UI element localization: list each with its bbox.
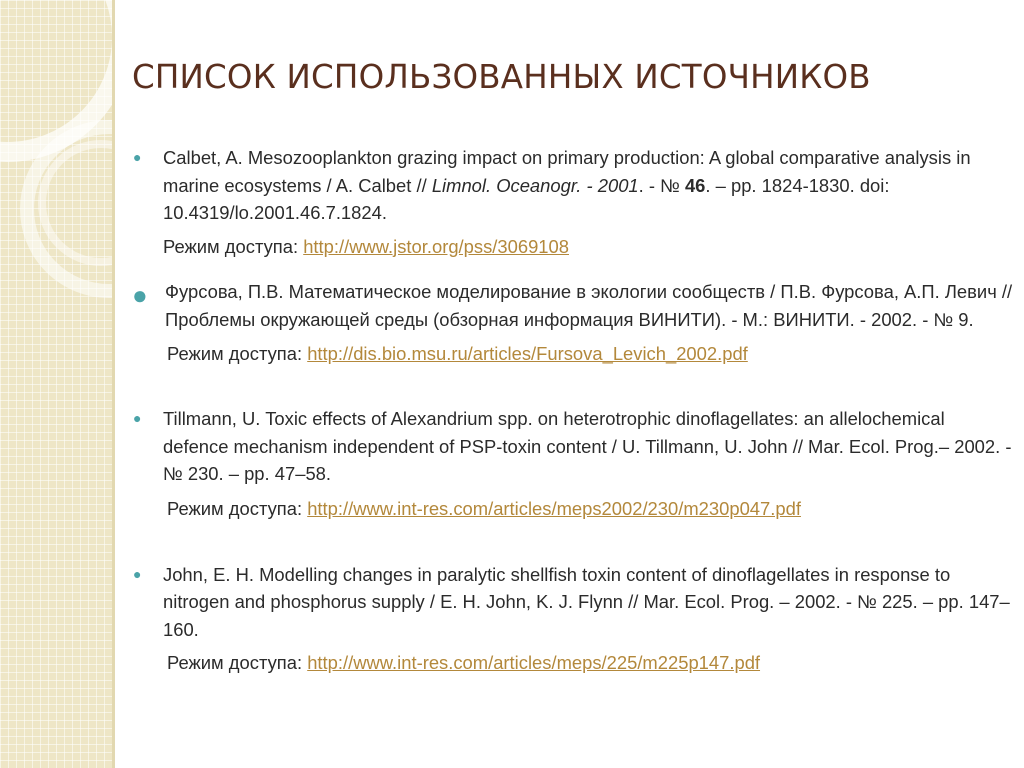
reference-text: Фурсова, П.В. Математическое моделирование в экологии сообществ / П.В. Фурсова, А.П. Левич // Проблемы окружающей среды (обзорная информация ВИНИТИ). - М.: ВИНИТИ. - 2002. - № 9. xyxy=(165,281,1013,330)
access-label: Режим доступа: xyxy=(167,497,308,519)
access-line xyxy=(163,233,1015,261)
reference-text-part: . - № xyxy=(638,174,685,196)
bullet-dot-icon: ● xyxy=(133,565,142,582)
decorative-side-band xyxy=(0,0,112,768)
page-title: СПИСОК ИСПОЛЬЗОВАННЫХ ИСТОЧНИКОВ xyxy=(132,58,871,96)
reference-list xyxy=(132,144,1015,677)
reference-link[interactable]: http://www.jstor.org/pss/3069108 xyxy=(303,235,569,257)
reference-text-part: Calbet, A. Mesozooplankton grazing impact on primary production: A global comparative analysis in marine ecosystems / A. Calbet // xyxy=(163,147,971,196)
reference-text: Tillmann, U. Toxic effects of Alexandrium spp. on heterotrophic dinoflagellates: an allelochemical defence mechanism independent of PSP-toxin content / U. Tillmann, U. John // Mar. Ecol. Prog.– 2002. - № 230. – pp. 47–58. xyxy=(163,408,1012,485)
bullet-dot-icon: ● xyxy=(132,280,148,311)
bullet-dot-icon: ● xyxy=(133,410,142,427)
reference-item xyxy=(133,144,1015,260)
journal-name: Limnol. Oceanogr. - 2001 xyxy=(431,174,639,196)
reference-link[interactable]: http://www.int-res.com/articles/meps2002/230/m230p047.pdf xyxy=(307,497,801,519)
reference-link[interactable]: http://www.int-res.com/articles/meps/225/m225p147.pdf xyxy=(307,652,761,674)
reference-item xyxy=(133,405,1015,522)
reference-text-part: . – pp. 1824-1830. doi: 10.4319/lo.2001.46.7.1824. xyxy=(163,174,890,224)
reference-text xyxy=(163,144,1015,227)
issue-number: 46 xyxy=(684,174,706,196)
reference-link[interactable]: http://dis.bio.msu.ru/articles/Fursova_Levich_2002.pdf xyxy=(307,342,748,364)
access-line xyxy=(163,495,1015,523)
reference-text: John, E. H. Modelling changes in paralytic shellfish toxin content of dinoflagellates in response to nitrogen and phosphorus supply / E. H. John, K. J. Flynn // Mar. Ecol. Prog. – 2002. - № 225. – pp. 147–160. xyxy=(163,563,1010,640)
access-label: Режим доступа: xyxy=(163,235,304,257)
reference-item xyxy=(132,278,1015,367)
access-line xyxy=(165,340,1015,368)
bullet-dot-icon: ● xyxy=(133,149,142,165)
access-line xyxy=(163,649,1015,677)
access-label: Режим доступа: xyxy=(167,342,308,364)
reference-item xyxy=(133,561,1015,677)
divider-line xyxy=(112,0,115,768)
access-label: Режим доступа: xyxy=(167,652,308,674)
